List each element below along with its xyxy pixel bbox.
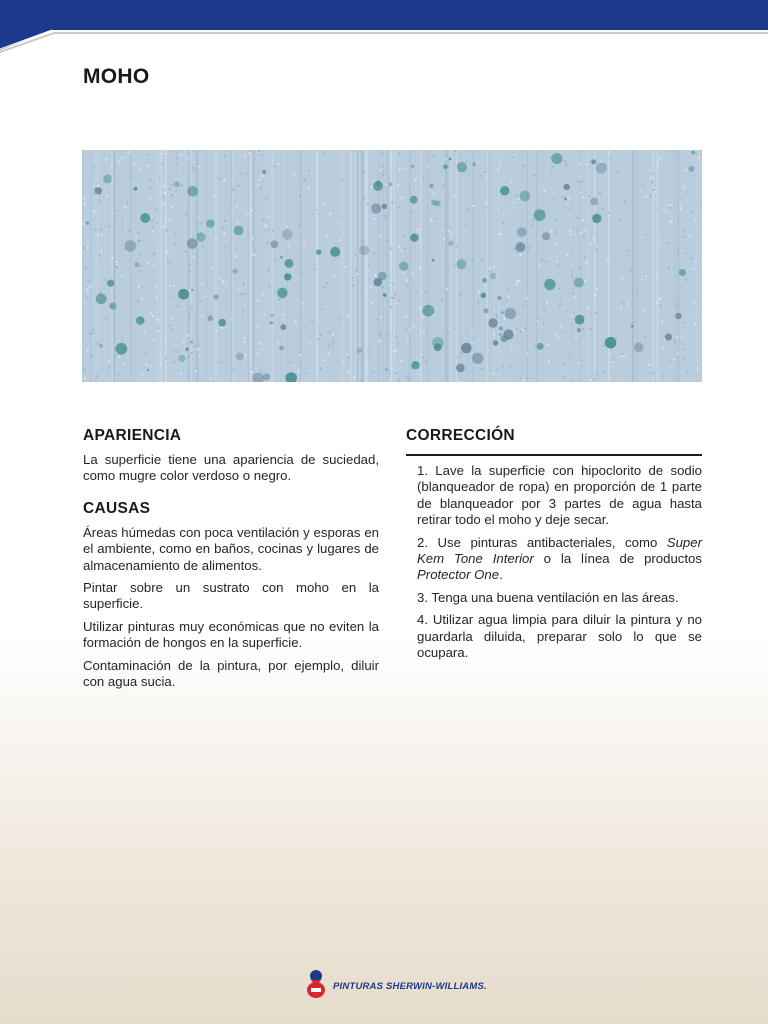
- step-2-suffix: .: [499, 567, 503, 583]
- causas-text-4: Contaminación de la pintura, por ejemplo, diluir con agua sucia.: [83, 657, 379, 690]
- causas-text-2: Pintar sobre un sustrato con moho en la superficie.: [83, 580, 379, 612]
- apariencia-text: La superficie tiene una apariencia de suciedad, como mugre color verdoso o negro.: [83, 452, 379, 484]
- paint-can-logo-icon: [305, 968, 327, 1005]
- left-column: [83, 426, 379, 690]
- causas-text-3: Utilizar pinturas muy económicas que no eviten la formación de hongos en la superficie.: [83, 618, 379, 651]
- correccion-step-3: 3. Tenga una buena ventilación en las áreas.: [417, 589, 679, 605]
- correccion-step-1: 1. Lave la superficie con hipoclorito de sodio (blanqueador de ropa) en proporción de 1 parte de blanqueador por 3 partes de agua hasta retirar todo el moho y deje secar.: [417, 463, 702, 528]
- header-band: [0, 0, 768, 60]
- heading-rule: [406, 454, 702, 456]
- correccion-step-4: 4. Utilizar agua limpia para diluir la pintura y no guardarla diluida, preparar solo lo que se ocupara.: [417, 612, 702, 661]
- footer-brand: PINTURAS SHERWIN-WILLIAMS.: [333, 980, 487, 992]
- page-title: MOHO: [83, 65, 150, 88]
- step-2-prefix: 2. Use pinturas antibacteriales, como: [417, 534, 667, 550]
- right-column: [406, 426, 702, 661]
- product-super-kem-tone: Super Kem Tone Interior: [417, 534, 702, 567]
- product-protector-one: Protector One: [417, 567, 500, 583]
- mold-photo: [82, 150, 702, 382]
- apariencia-heading: APARIENCIA: [83, 427, 182, 444]
- step-2-middle: o la línea de productos: [533, 551, 702, 567]
- causas-heading: CAUSAS: [83, 499, 151, 517]
- causas-text-1: Áreas húmedas con poca ventilación y esporas en el ambiente, como en baños, cocinas y lugares de almacenamiento de alimentos.: [83, 524, 379, 573]
- footer-logo: [305, 968, 487, 1004]
- correccion-heading: CORRECCIÓN: [406, 427, 515, 444]
- correccion-step-2: [406, 535, 702, 584]
